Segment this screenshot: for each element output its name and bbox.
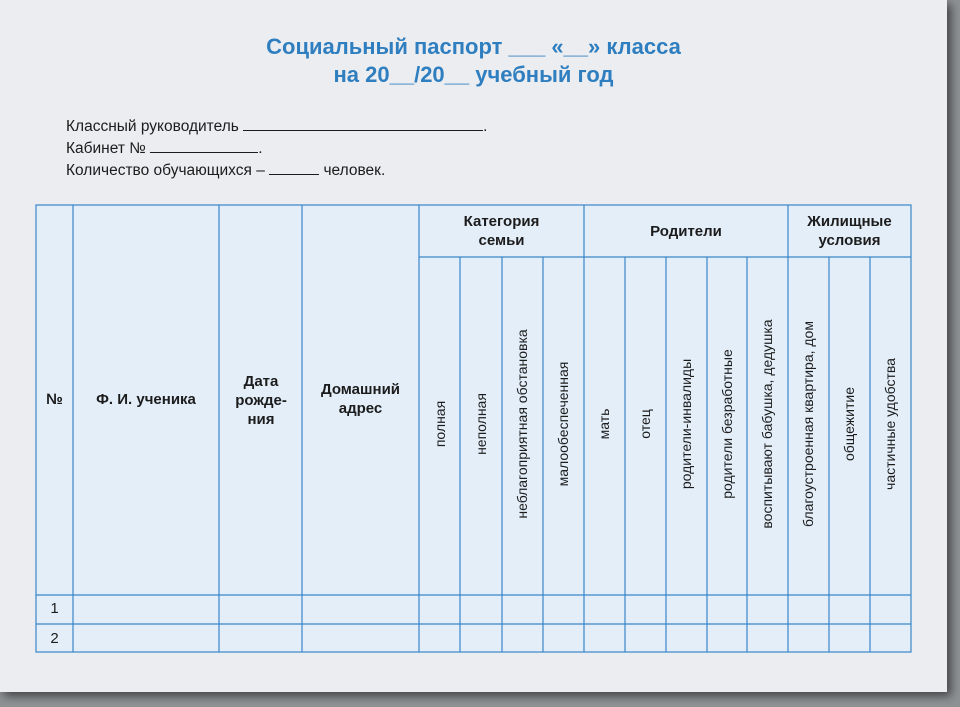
header-student-name: Ф. И. ученика <box>96 391 196 408</box>
row-number: 2 <box>50 630 59 647</box>
subheader-apartment: благоустроенная квартира, дом <box>800 321 816 527</box>
cabinet-line: Кабинет № . <box>66 140 263 157</box>
subheader-unfavorable: неблагоприятная обстановка <box>514 329 530 519</box>
cabinet-label: Кабинет № <box>66 140 146 157</box>
count-suffix: человек. <box>323 162 386 179</box>
subheader-disabled-parents: родители-инвалиды <box>678 358 694 490</box>
subheader-dormitory: общежитие <box>841 387 857 461</box>
subheader-partial-amenities: частичные удобства <box>882 358 898 490</box>
header-number: № <box>46 391 63 408</box>
subheader-mother: мать <box>596 408 612 440</box>
subheader-incomplete-family: неполная <box>473 393 489 455</box>
header-housing: Жилищные условия <box>807 213 892 249</box>
subheader-grandparents: воспитывают бабушка, дедушка <box>759 319 775 529</box>
teacher-line: Классный руководитель . <box>66 118 488 135</box>
row-number: 1 <box>50 600 59 617</box>
count-label: Количество обучающихся – <box>66 162 265 179</box>
subheader-full-family: полная <box>432 400 448 448</box>
header-birth-date: Дата рожде-ния <box>235 373 287 428</box>
header-family-category: Категория семьи <box>463 213 540 249</box>
subheader-unemployed-parents: родители безработные <box>719 349 735 499</box>
header-home-address: Домашний адрес <box>320 381 401 417</box>
teacher-label: Классный руководитель <box>66 118 239 135</box>
page-title-line1: Социальный паспорт ___ «__» класса <box>266 34 681 59</box>
header-parents: Родители <box>650 223 722 240</box>
subheader-father: отец <box>637 409 653 439</box>
subheader-low-income: малообеспеченная <box>555 361 571 487</box>
page-title-line2: на 20__/20__ учебный год <box>333 62 614 87</box>
